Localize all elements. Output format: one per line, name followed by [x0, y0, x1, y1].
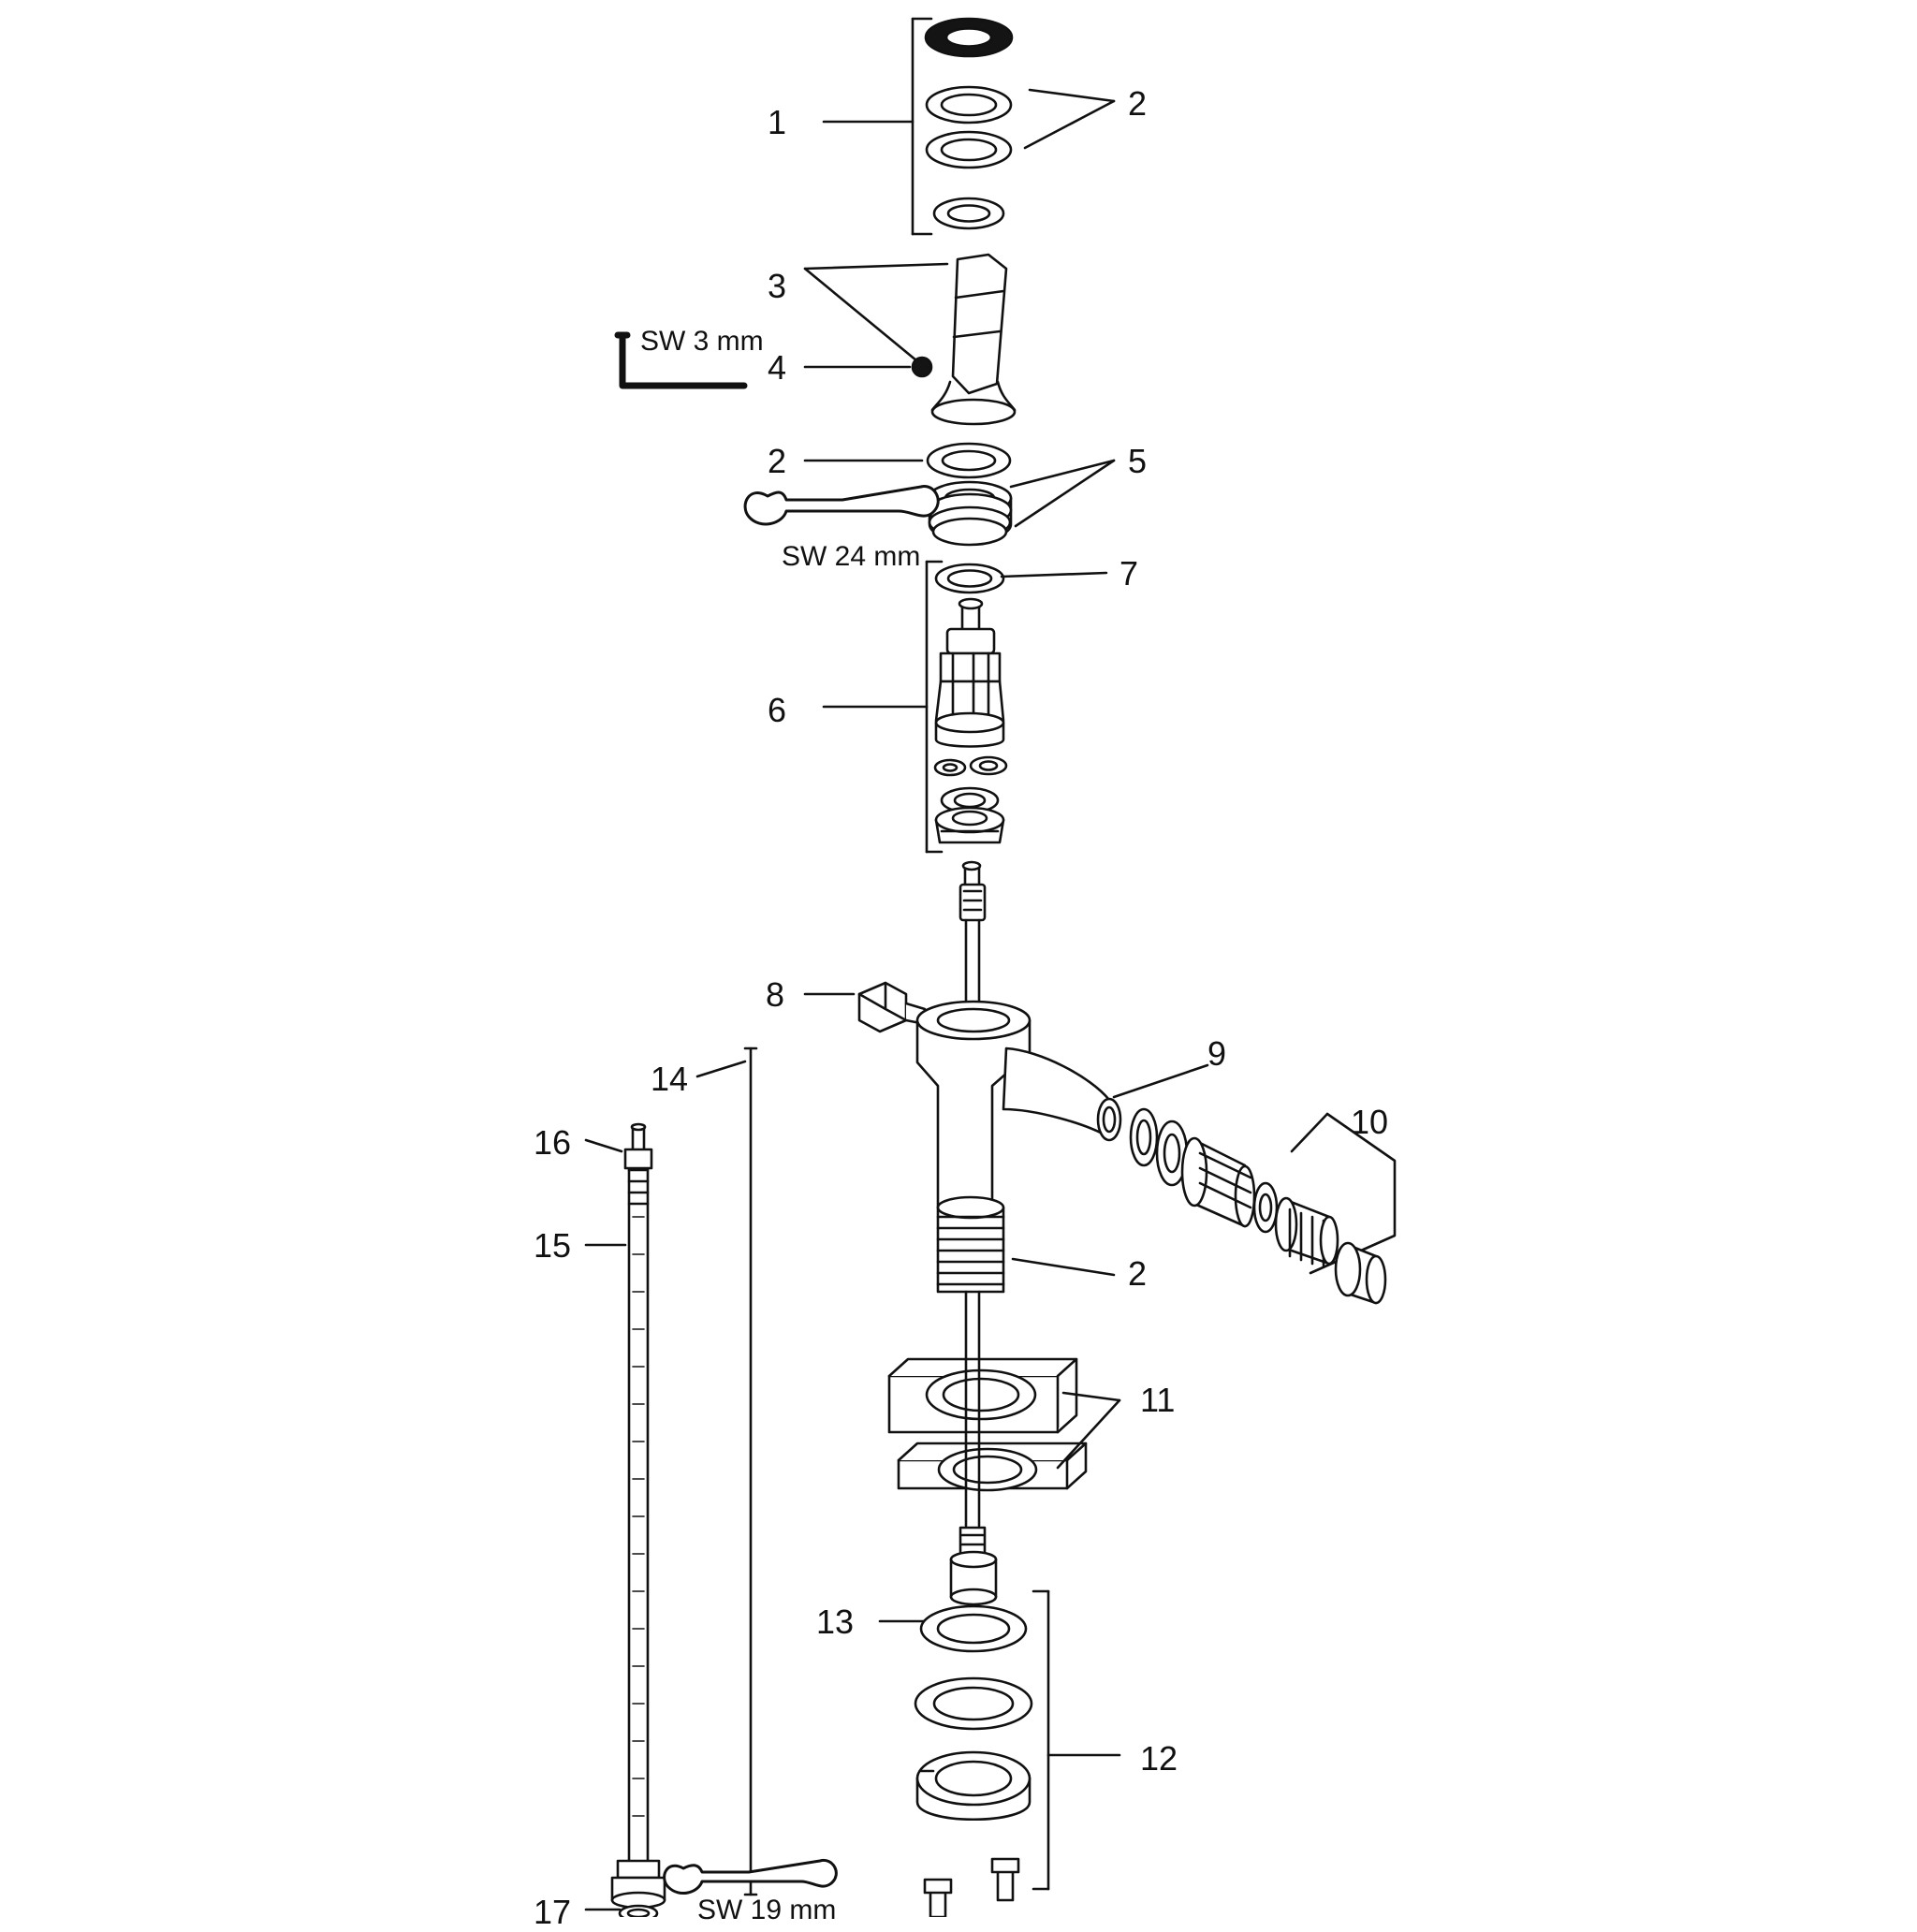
callout-6: 6	[768, 691, 787, 729]
callout-4: 4	[768, 348, 787, 387]
callout-2-body: 2	[1128, 1254, 1148, 1293]
callout-8: 8	[766, 975, 785, 1014]
callout-12: 12	[1140, 1739, 1178, 1778]
callout-3: 3	[768, 267, 787, 305]
callout-9: 9	[1207, 1034, 1227, 1073]
callout-17: 17	[534, 1893, 572, 1931]
tool-label-sw3: SW 3 mm	[640, 326, 764, 357]
tool-label-sw24: SW 24 mm	[782, 541, 921, 572]
callout-14: 14	[651, 1060, 689, 1098]
callout-5: 5	[1128, 442, 1148, 480]
callout-7: 7	[1119, 554, 1139, 593]
callout-2-top: 2	[1128, 84, 1148, 123]
tool-label-sw19: SW 19 mm	[697, 1895, 837, 1925]
callout-1: 1	[768, 103, 787, 141]
callout-10: 10	[1351, 1103, 1389, 1141]
callout-11: 11	[1140, 1381, 1176, 1419]
callout-15: 15	[534, 1226, 572, 1265]
callout-13: 13	[816, 1603, 855, 1641]
callout-2-mid: 2	[768, 442, 787, 480]
callout-16: 16	[534, 1123, 572, 1162]
